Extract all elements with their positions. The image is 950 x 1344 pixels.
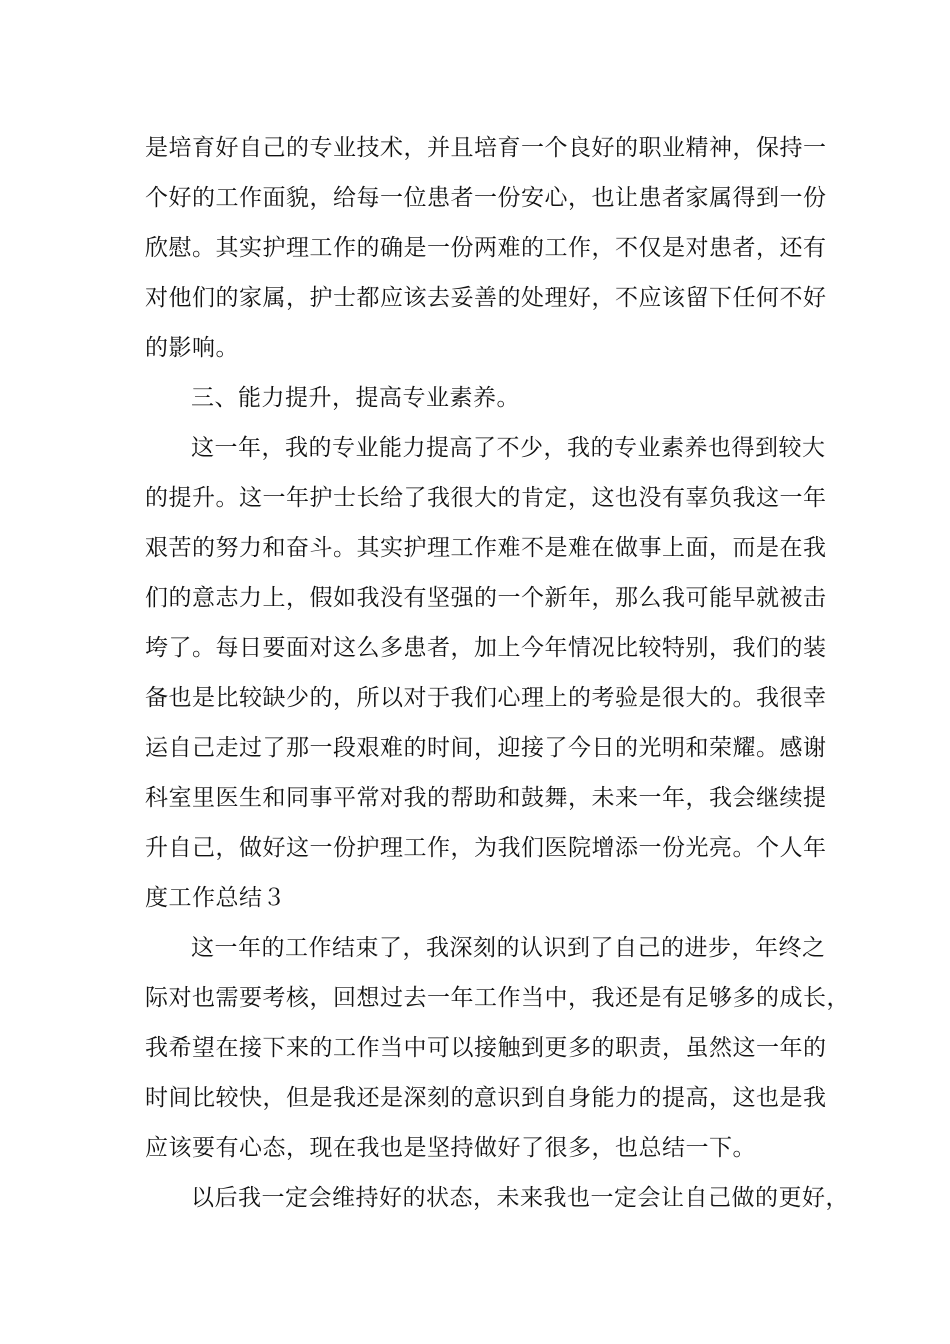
text-line-4: 对他们的家属，护士都应该去妥善的处理好，不应该留下任何不好 (145, 285, 827, 311)
text-line-3: 欣慰。其实护理工作的确是一份两难的工作，不仅是对患者，还有 (145, 235, 827, 261)
text-line-5: 的影响。 (145, 335, 239, 361)
text-line-21: 应该要有心态，现在我也是坚持做好了很多，也总结一下。 (145, 1135, 756, 1161)
text-line-22: 以后我一定会维持好的状态，未来我也一定会让自己做的更好， (191, 1185, 849, 1211)
text-line-12: 备也是比较缺少的，所以对于我们心理上的考验是很大的。我很幸 (145, 685, 827, 711)
text-line-14: 科室里医生和同事平常对我的帮助和鼓舞，未来一年，我会继续提 (145, 785, 827, 811)
text-line-11: 垮了。每日要面对这么多患者，加上今年情况比较特别，我们的装 (145, 635, 827, 661)
text-line-13: 运自己走过了那一段艰难的时间，迎接了今日的光明和荣耀。感谢 (145, 735, 827, 761)
text-line-8: 的提升。这一年护士长给了我很大的肯定，这也没有辜负我这一年 (145, 485, 827, 511)
text-line-1: 是培育好自己的专业技术，并且培育一个良好的职业精神，保持一 (145, 135, 827, 161)
text-line-9: 艰苦的努力和奋斗。其实护理工作难不是难在做事上面，而是在我 (145, 535, 827, 561)
text-line-15: 升自己，做好这一份护理工作，为我们医院增添一份光亮。个人年 (145, 835, 827, 861)
section-heading: 三、能力提升，提高专业素养。 (191, 385, 520, 411)
text-line-7: 这一年，我的专业能力提高了不少，我的专业素养也得到较大 (191, 435, 826, 461)
text-line-10: 们的意志力上，假如我没有坚强的一个新年，那么我可能早就被击 (145, 585, 827, 611)
text-line-2: 个好的工作面貌，给每一位患者一份安心，也让患者家属得到一份 (145, 185, 827, 211)
text-line-16: 度工作总结３ (145, 885, 286, 911)
text-line-17: 这一年的工作结束了，我深刻的认识到了自己的进步，年终之 (191, 935, 826, 961)
text-line-19: 我希望在接下来的工作当中可以接触到更多的职责，虽然这一年的 (145, 1035, 827, 1061)
text-line-20: 时间比较快，但是我还是深刻的意识到自身能力的提高，这也是我 (145, 1085, 827, 1111)
text-line-18: 际对也需要考核，回想过去一年工作当中，我还是有足够多的成长， (145, 985, 850, 1011)
